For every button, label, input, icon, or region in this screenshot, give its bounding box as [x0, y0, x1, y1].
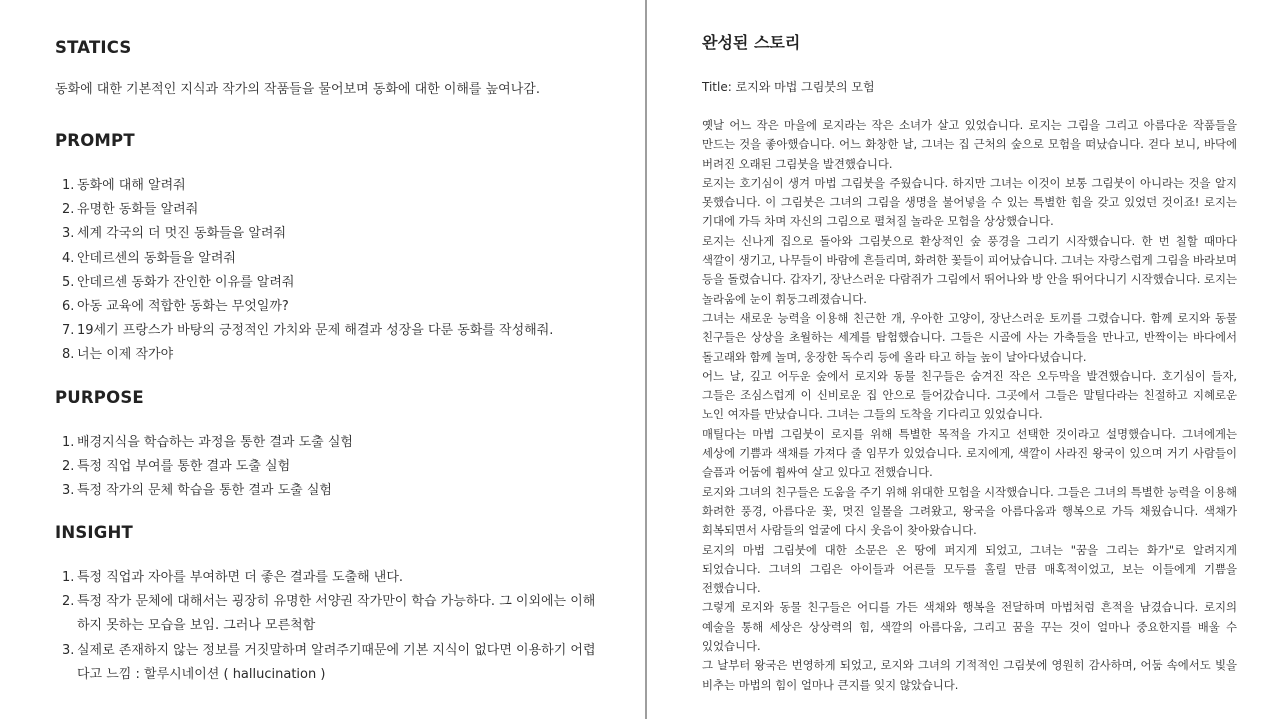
insight-item: 1. 특정 직업과 자아를 부여하면 더 좋은 결과를 도출해 낸다. — [62, 570, 404, 585]
insight-item: 3. 실제로 존재하지 않는 정보를 거짓말하며 알려주기때문에 기본 지식이 없다면 이용하기 어렵다고 느낌 : 할루시네이션 ( hallucination ) — [62, 642, 596, 682]
prompt-item: 6. 아동 교육에 적합한 동화는 무엇일까? — [62, 299, 289, 315]
prompt-item: 3. 세계 각국의 더 멋진 동화들을 알려줘 — [62, 226, 287, 242]
story-paragraph: 로지의 마법 그림붓에 대한 소문은 온 땅에 퍼지게 되었고, 그녀는 "꿈을 그리는 화가"로 알려지게 되었습니다. 그녀의 그림은 아이들과 어른들 모두를 홀릴 만큼 매혹적이었고, 보는 이들에게 기쁨을 전했습니다. — [702, 542, 1237, 596]
story-heading: 완성된 스토리 — [702, 33, 801, 52]
right-pane — [647, 0, 1280, 719]
insight-list — [62, 566, 597, 687]
purpose-item: 1. 배경지식을 학습하는 과정을 통한 결과 도출 실험 — [62, 435, 353, 450]
insight-heading: INSIGHT — [55, 523, 133, 542]
story-title: Title: 로지와 마법 그림붓의 모험 — [702, 80, 875, 94]
prompt-item: 5. 안데르센 동화가 잔인한 이유를 알려줘 — [62, 274, 295, 290]
purpose-item: 3. 특정 작가의 문체 학습을 통한 결과 도출 실험 — [62, 483, 332, 499]
statics-text: 동화에 대한 기본적인 지식과 작가의 작품들을 물어보며 동화에 대한 이해를 높여나감. — [55, 82, 540, 97]
story-paragraph: 그녀는 새로운 능력을 이용해 친근한 개, 우아한 고양이, 장난스러운 토끼를 그렸습니다. 함께 로지와 동물 친구들은 상상을 초월하는 세계를 탐험했습니다. 그들은 시골에 사는 가축들을 만나고, 반짝이는 바다에서 돌고래와 함께 놀며, 웅장한 독수리 등에 올라 타고 하늘 높이 날아다녔습니다. — [702, 310, 1237, 364]
prompt-item: 7. 19세기 프랑스가 바탕의 긍정적인 가치와 문제 해결과 성장을 다룬 동화를 작성해줘. — [62, 323, 554, 339]
prompt-item: 2. 유명한 동화들 알려줘 — [62, 202, 199, 218]
story-body — [702, 116, 1237, 695]
purpose-heading: PURPOSE — [55, 388, 144, 407]
story-paragraph: 어느 날, 깊고 어두운 숲에서 로지와 동물 친구들은 숨겨진 작은 오두막을 발견했습니다. 호기심이 들자, 그들은 조심스럽게 이 신비로운 집 안으로 들어갔습니다. 그곳에서 그들은 말틸다라는 친절하고 지혜로운 노인 여자를 만났습니다. 그녀는 그들의 도착을 기다리고 있었습니다. — [702, 368, 1237, 422]
purpose-list — [62, 431, 353, 504]
story-paragraph: 옛날 어느 작은 마을에 로지라는 작은 소녀가 살고 있었습니다. 로지는 그림을 그리고 아름다운 작품들을 만드는 것을 좋아했습니다. 어느 화창한 날, 그녀는 집 근처의 숲으로 모험을 떠났습니다. 걷다 보니, 바닥에 버려진 오래된 그림붓을 발견했습니다. — [702, 118, 1237, 171]
story-paragraph: 매틸다는 마법 그림붓이 로지를 위해 특별한 목적을 가지고 선택한 것이라고 설명했습니다. 그녀에게는 세상에 기쁨과 색채를 가져다 줄 임무가 있었습니다. 로지에게, 색깔이 사라진 왕국이 있으며 거기 사람들이 슬픔과 어둠에 휩싸여 살고 있다고 전했습니다. — [702, 426, 1237, 480]
story-paragraph: 그렇게 로지와 동물 친구들은 어디를 가든 색채와 행복을 전달하며 마법처럼 흔적을 남겼습니다. 로지의 예술을 통해 세상은 상상력의 힘, 색깔의 아름다움, 그리고 꿈을 꾸는 것이 얼마나 중요한지를 배울 수 있었습니다. — [702, 600, 1237, 654]
prompt-heading: PROMPT — [55, 131, 135, 150]
story-paragraph: 로지는 신나게 집으로 돌아와 그림붓으로 환상적인 숲 풍경을 그리기 시작했습니다. 한 번 칠할 때마다 색깔이 생기고, 나무들이 바람에 흔들리며, 화려한 꽃들이 피어났습니다. 그녀는 자랑스럽게 그림을 바라보며 등을 돌렸습니다. 갑자기, 장난스러운 다람쥐가 그림에서 뛰어나와 방 안을 뛰어다니기 시작했습니다. 로지는 놀라움에 눈이 휘둥그레졌습니다. — [702, 233, 1237, 306]
statics-heading: STATICS — [55, 38, 132, 57]
insight-item: 2. 특정 작가 문체에 대해서는 굉장히 유명한 서양권 작가만이 학습 가능하다. 그 이외에는 이해하지 못하는 모습을 보임. 그러나 모른척함 — [62, 594, 596, 634]
story-paragraph: 그 날부터 왕국은 번영하게 되었고, 로지와 그녀의 기적적인 그림붓에 영원히 감사하며, 어둠 속에서도 빛을 비추는 마법의 힘이 얼마나 큰지를 잊지 않았습니다. — [702, 658, 1237, 692]
prompt-item: 1. 동화에 대해 알려줘 — [62, 178, 186, 193]
prompt-item: 4. 안데르센의 동화들을 알려줘 — [62, 250, 236, 266]
story-paragraph: 로지는 호기심이 생겨 마법 그림붓을 주웠습니다. 하지만 그녀는 이것이 보통 그림붓이 아니라는 것을 알지 못했습니다. 이 그림붓은 그녀의 그림을 생명을 불어넣을 수 있는 특별한 힘을 갖고 있었던 것이죠! 로지는 기대에 가득 차며 자신의 그림으로 펼쳐질 놀라운 모험을 상상했습니다. — [702, 175, 1237, 229]
prompt-list — [62, 174, 553, 368]
prompt-item: 8. 너는 이제 작가야 — [62, 347, 174, 363]
story-paragraph: 로지와 그녀의 친구들은 도움을 주기 위해 위대한 모험을 시작했습니다. 그들은 그녀의 특별한 능력을 이용해 화려한 풍경, 아름다운 꽃, 멋진 일몰을 그려왔고, 왕국을 아름다움과 행복으로 가득 채웠습니다. 색채가 회복되면서 사람들의 얼굴에 다시 웃음이 찾아왔습니다. — [702, 484, 1237, 538]
purpose-item: 2. 특정 직업 부여를 통한 결과 도출 실험 — [62, 459, 291, 475]
